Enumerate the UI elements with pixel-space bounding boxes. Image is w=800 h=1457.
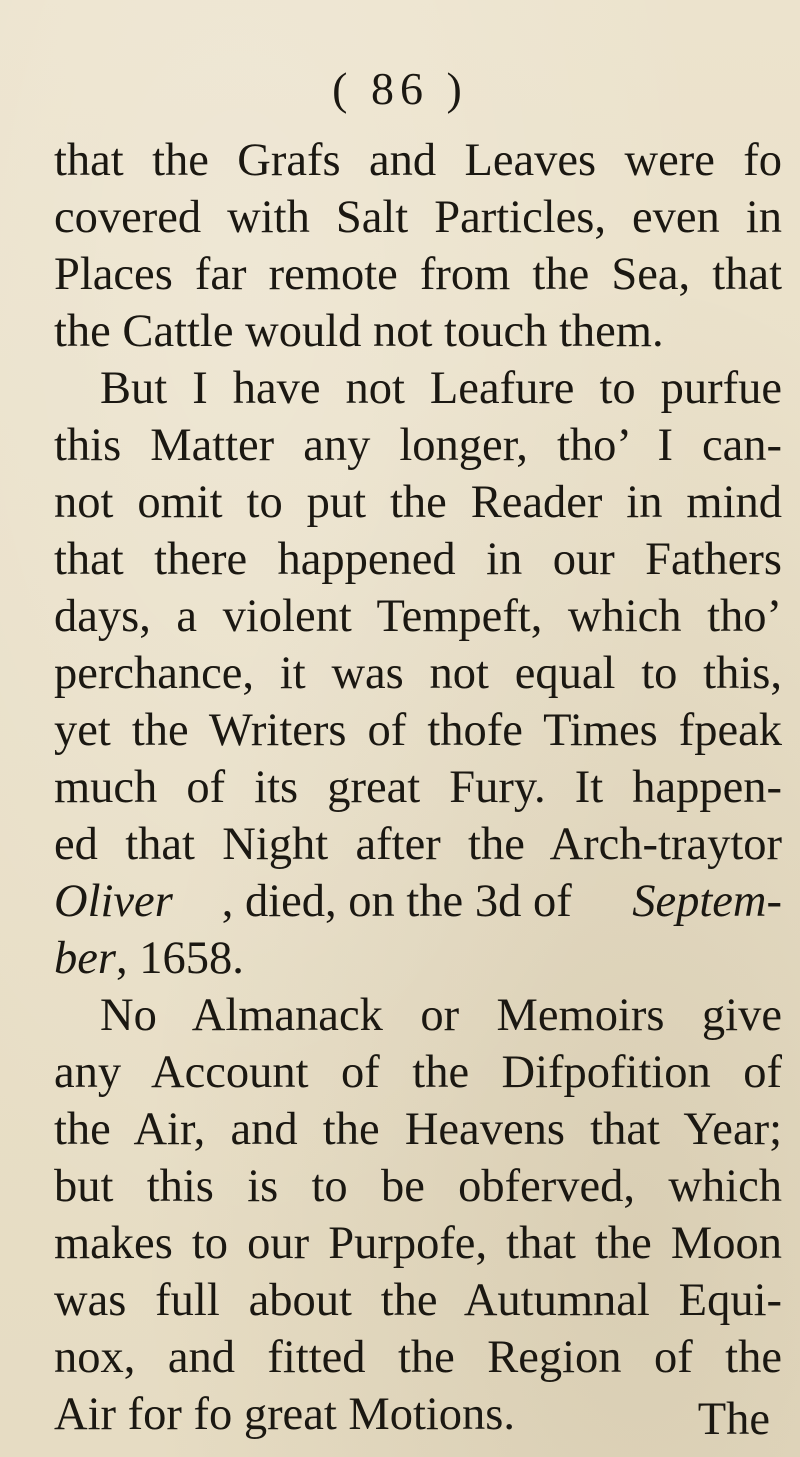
text-line (54, 876, 782, 927)
catchword: The (697, 1394, 770, 1445)
text-line: ed that Night after the Arch-traytor (54, 819, 782, 870)
text-line: days, a violent Tempeft, which tho’ (54, 591, 782, 642)
page-number: ( 86 ) (332, 63, 468, 114)
text-line: not omit to put the Reader in mind (54, 477, 782, 528)
text-line: that the Grafs and Leaves were fo (54, 135, 782, 186)
text-line: yet the Writers of thofe Times fpeak (54, 705, 782, 756)
name-oliver: Oliver (54, 876, 173, 927)
text-line: but this is to be obferved, which (54, 1161, 782, 1212)
text-line: the Air, and the Heavens that Year; (54, 1104, 782, 1155)
text-line: Places far remote from the Sea, that (54, 249, 782, 300)
text-line: perchance, it was not equal to this, (54, 648, 782, 699)
year-text: , 1658. (116, 933, 244, 984)
text-line: was full about the Autumnal Equi- (54, 1275, 782, 1326)
text-segment: , died, on the 3d of (221, 876, 584, 927)
text-line: much of its great Fury. It happen- (54, 762, 782, 813)
text-line: that there happened in our Fathers (54, 534, 782, 585)
month-septem: Septem- (632, 876, 782, 927)
text-line: any Account of the Difpofition of (54, 1047, 782, 1098)
text-line: No Almanack or Memoirs give (100, 990, 782, 1041)
text-line: But I have not Leafure to purfue (100, 363, 782, 414)
text-line: this Matter any longer, tho’ I can- (54, 420, 782, 471)
text-line: makes to our Purpofe, that the Moon (54, 1218, 782, 1269)
text-line: covered with Salt Particles, even in (54, 192, 782, 243)
text-line (54, 933, 244, 984)
text-line: the Cattle would not touch them. (54, 306, 664, 357)
text-line: Air for fo great Motions. (54, 1389, 516, 1440)
text-line: nox, and fitted the Region of the (54, 1332, 782, 1383)
month-ber: ber (54, 933, 116, 984)
